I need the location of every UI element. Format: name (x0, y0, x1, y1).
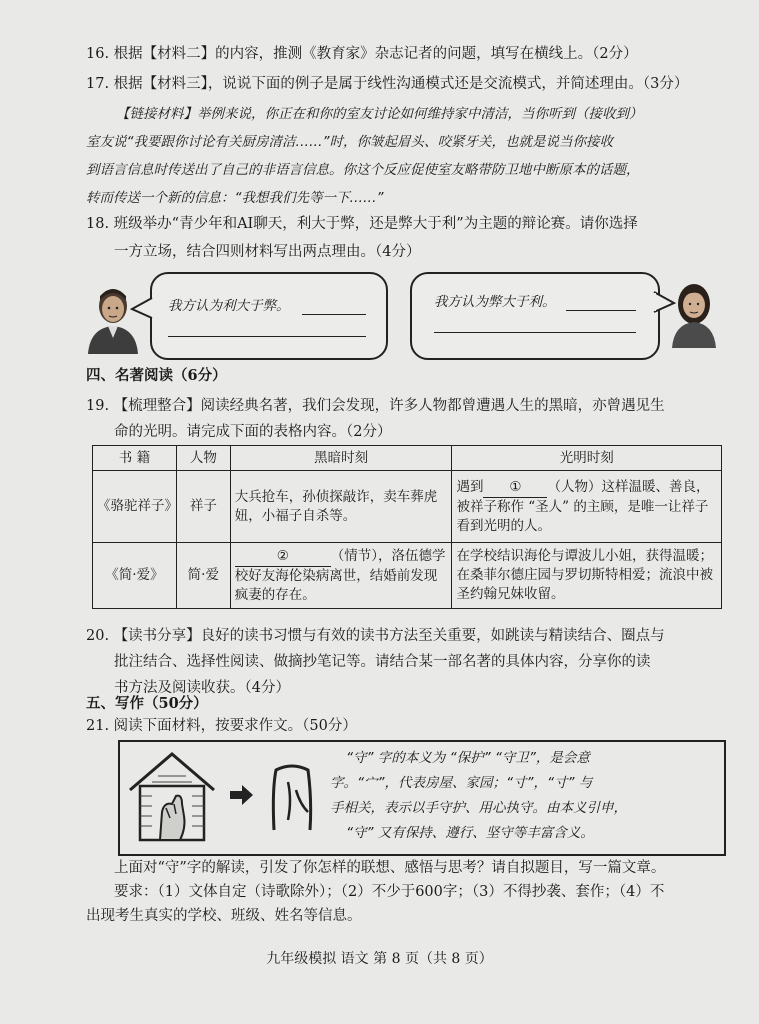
page-footer: 九年级模拟 语文 第 8 页（共 8 页） (266, 951, 493, 967)
shou-text-line-1: “守” 字的本义为 “保护” “守卫”，是会意 (346, 750, 590, 766)
light-suffix: （人物）这样温暖、善良，被祥子称作 “圣人” 的主顾，是唯一让祥子看到光明的人。 (456, 478, 710, 534)
ancient-shou-glyph-icon (262, 760, 322, 834)
arrow-right-icon (228, 784, 254, 806)
cell-light: 在学校结识海伦与谭波儿小姐，获得温暖；在桑菲尔德庄园与罗切斯特相爱；流浪中被圣约翰兄妹收留。 (452, 543, 722, 609)
cell-dark (230, 543, 452, 609)
question-20-line-2: 批注结合、选择性阅读、做摘抄笔记等。请结合某一部名著的具体内容，分享你的读 (114, 654, 651, 670)
header-light: 光明时刻 (452, 446, 722, 471)
female-debater-icon (668, 278, 720, 348)
section-4-heading: 四、名著阅读（6分） (86, 367, 227, 384)
left-speech-bubble (150, 272, 388, 360)
header-person: 人物 (176, 446, 230, 471)
section-5-heading: 五、写作（50分） (86, 695, 208, 712)
reading-table (92, 445, 722, 609)
link-material-line-2: 室友说“我要跟你讨论有关厨房清洁……”时，你皱起眉头、咬紧牙关，也就是说当你接收 (86, 134, 613, 150)
shou-text-line-2: 字。“宀”，代表房屋、家园；“寸”，“寸” 与 (330, 775, 593, 791)
table-row (93, 543, 722, 609)
blank-1[interactable]: ① (483, 478, 547, 498)
header-book: 书 籍 (93, 446, 177, 471)
left-answer-line-2 (168, 336, 366, 337)
right-bubble-text: 我方认为弊大于利。 (434, 294, 556, 310)
cell-person: 简·爱 (176, 543, 230, 609)
link-material-line-4: 转而传送一个新的信息：“我想我们先等一下……” (86, 190, 384, 206)
question-18-line-1: 18. 班级举办“青少年和AI聊天，利大于弊，还是弊大于利”为主题的辩论赛。请你选择 (86, 216, 638, 232)
link-material-line-1: 【链接材料】举例来说，你正在和你的室友讨论如何维持家中清洁，当你听到（接收到） (116, 106, 643, 122)
blank-2[interactable]: ② (235, 547, 331, 567)
left-bubble-tail (130, 296, 156, 322)
shou-text-line-4: “守” 又有保持、遵行、坚守等丰富含义。 (346, 825, 594, 841)
right-answer-line-2 (434, 332, 636, 333)
shou-text-line-3: 手相关，表示以手守护、用心执守。由本义引申， (330, 800, 627, 816)
header-dark: 黑暗时刻 (230, 446, 452, 471)
question-16: 16. 根据【材料二】的内容，推测《教育家》杂志记者的问题，填写在横线上。（2分） (86, 46, 638, 62)
cell-light (452, 471, 722, 543)
dark-suffix: （情节），洛伍德学校好友海伦染病离世，结婚前发现疯妻的存在。 (234, 547, 446, 603)
question-19-line-2: 命的光明。请完成下面的表格内容。（2分） (114, 424, 392, 440)
question-20-line-1: 20. 【读书分享】良好的读书习惯与有效的读书方法至关重要，如跳读与精读结合、圈点与 (86, 628, 665, 644)
left-bubble-text: 我方认为利大于弊。 (168, 298, 290, 314)
right-answer-line-1 (566, 310, 636, 311)
house-hand-pictograph-icon (124, 746, 220, 846)
table-header-row (93, 446, 722, 471)
cell-book: 《简·爱》 (93, 543, 177, 609)
cell-person: 祥子 (176, 471, 230, 543)
question-21: 21. 阅读下面材料，按要求作文。（50分） (86, 718, 357, 734)
left-answer-line-1 (302, 314, 366, 315)
prompt-line-2: 要求：（1）文体自定（诗歌除外）；（2）不少于600字；（3）不得抄袭、套作；（4）不 (114, 884, 665, 900)
prompt-line-1: 上面对“守”字的解读，引发了你怎样的联想、感悟与思考？请自拟题目，写一篇文章。 (114, 860, 666, 876)
prompt-line-3: 出现考生真实的学校、班级、姓名等信息。 (86, 908, 362, 924)
right-speech-bubble (410, 272, 660, 360)
cell-dark: 大兵抢车，孙侦探敲诈，卖车葬虎妞，小福子自杀等。 (230, 471, 452, 543)
table-row (93, 471, 722, 543)
question-20-line-3: 书方法及阅读收获。（4分） (114, 680, 290, 696)
question-17: 17. 根据【材料三】，说说下面的例子是属于线性沟通模式还是交流模式，并简述理由。（3分） (86, 76, 689, 92)
cell-book: 《骆驼祥子》 (93, 471, 177, 543)
question-18-line-2: 一方立场，结合四则材料写出两点理由。（4分） (114, 244, 421, 260)
light-prefix: 遇到 (456, 478, 484, 495)
question-19-line-1: 19. 【梳理整合】阅读经典名著，我们会发现，许多人物都曾遭遇人生的黑暗，亦曾遇见生 (86, 398, 665, 414)
link-material-line-3: 到语言信息时传送出了自己的非语言信息。你这个反应促使室友略带防卫地中断原本的话题， (86, 162, 640, 178)
